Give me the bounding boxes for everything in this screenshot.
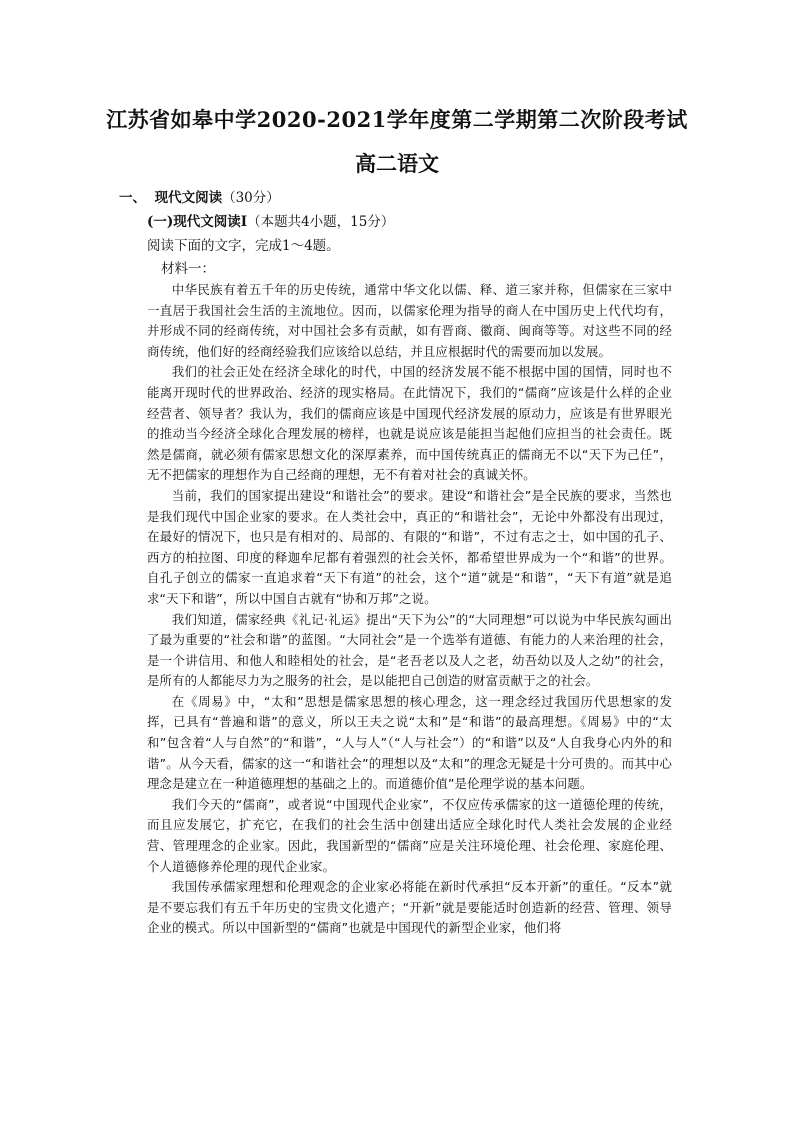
paragraph: 当前，我们的国家提出建设“和谐社会”的要求。建设“和谐社会”是全民族的要求，当然也是我们现代中国企业家的要求。在人类社会中，真正的“和谐社会”，无论中外都没有出现过，在最好的情况下，也只是有相对的、局部的、有限的“和谐”，不过有志之士，如中国的孔子、西方的柏拉图、印度的释迦牟尼都有着强烈的社会关怀，都希望世界成为一个“和谐”的世界。自孔子创立的儒家一直追求着“天下有道”的社会，这个“道”就是“和谐”，“天下有道”就是追求“天下和谐”，所以中国自古就有“协和万邦”之说。 [147, 487, 672, 606]
material-label: 材料一： [161, 261, 215, 277]
paragraph: 在《周易》中，“太和”思想是儒家思想的核心理念，这一理念经过我国历代思想家的发挥，已具有“普遍和谐”的意义，所以王夫之说“太和”是“和谐”的最高理想。《周易》中的“太和”包含着“人与自然”的“和谐”，“人与人”（“人与社会”）的“和谐”以及“人自我身心内外的和谐”。从今天看，儒家的这一“和谐社会”的理想以及“太和”的理念无疑是十分可贵的。而其中心理念是建立在一种道德理想的基础之上的。而道德价值”是伦理学说的基本问题。 [147, 693, 672, 792]
subsection-note: （本题共4小题，15分） [247, 214, 395, 230]
subsection-heading [147, 210, 394, 230]
section-heading [119, 186, 280, 206]
paragraph: 我们今天的“儒商”，或者说“中国现代企业家”，不仅应传承儒家的这一道德伦理的传统，而且应发展它，扩充它，在我们的社会生活中创建出适应全球化时代人类社会发展的企业经营、管理理念的企业家。因此，我国新型的“儒商”应是关注环境伦理、社会伦理、家庭伦理、个人道德修养伦理的现代企业家。 [147, 796, 672, 874]
section-number: 一、 [119, 190, 146, 206]
material-text [147, 280, 672, 939]
section-name: 现代文阅读 [154, 190, 223, 206]
paragraph: 中华民族有着五千年的历史传统，通常中华文化以儒、释、道三家并称，但儒家在三家中一直居于我国社会生活的主流地位。因而，以儒家伦理为指导的商人在中国历史上代代均有，并形成不同的经商传统，对中国社会多有贡献，如有晋商、徽商、闽商等等。对这些不同的经商传统，他们好的经商经验我们应该给以总结，并且应根据时代的需要而加以发展。 [147, 282, 672, 359]
exam-title: 江苏省如皋中学2020-2021学年度第二学期第二次阶段考试 [106, 107, 688, 132]
reading-instruction: 阅读下面的文字，完成1～4题。 [147, 238, 340, 254]
exam-subtitle: 高二语文 [355, 151, 439, 176]
paragraph: 我们的社会正处在经济全球化的时代，中国的经济发展不能不根据中国的国情，同时也不能离开现时代的世界政治、经济的现实格局。在此情况下，我们的“儒商”应该是什么样的企业经营者、领导者？我认为，我们的儒商应该是中国现代经济发展的原动力，应该是有世界眼光的推动当今经济全球化合理发展的榜样，也就是说应该是能担当起他们应担当的社会责任。既然是儒商，就必须有儒家思想文化的深厚素养，而中国传统真正的儒商无不以“天下为己任”，无不把儒家的理想作为自己经商的理想，无不有着对社会的真诚关怀。 [147, 364, 672, 483]
section-points: （30分） [222, 190, 280, 206]
paragraph: 我们知道，儒家经典《礼记·礼运》提出“天下为公”的“大同理想”可以说为中华民族勾画出了最为重要的“社会和谐”的蓝图。“大同社会”是一个选举有道德、有能力的人来治理的社会，是一个讲信用、和他人和睦相处的社会，是“老吾老以及人之老，幼吾幼以及人之幼”的社会，是所有的人都能尽力为之服务的社会，是以能把自己创造的财富贡献于之的社会。 [147, 611, 672, 689]
paragraph: 我国传承儒家理想和伦理观念的企业家必将能在新时代承担“反本开新”的重任。“反本”就是不要忘我们有五千年历史的宝贵文化遗产；“开新”就是要能适时创造新的经营、管理、领导企业的模式。所以中国新型的“儒商”也就是中国现代的新型企业家，他们将 [147, 879, 672, 936]
subsection-name: (一)现代文阅读Ⅰ [147, 214, 248, 230]
